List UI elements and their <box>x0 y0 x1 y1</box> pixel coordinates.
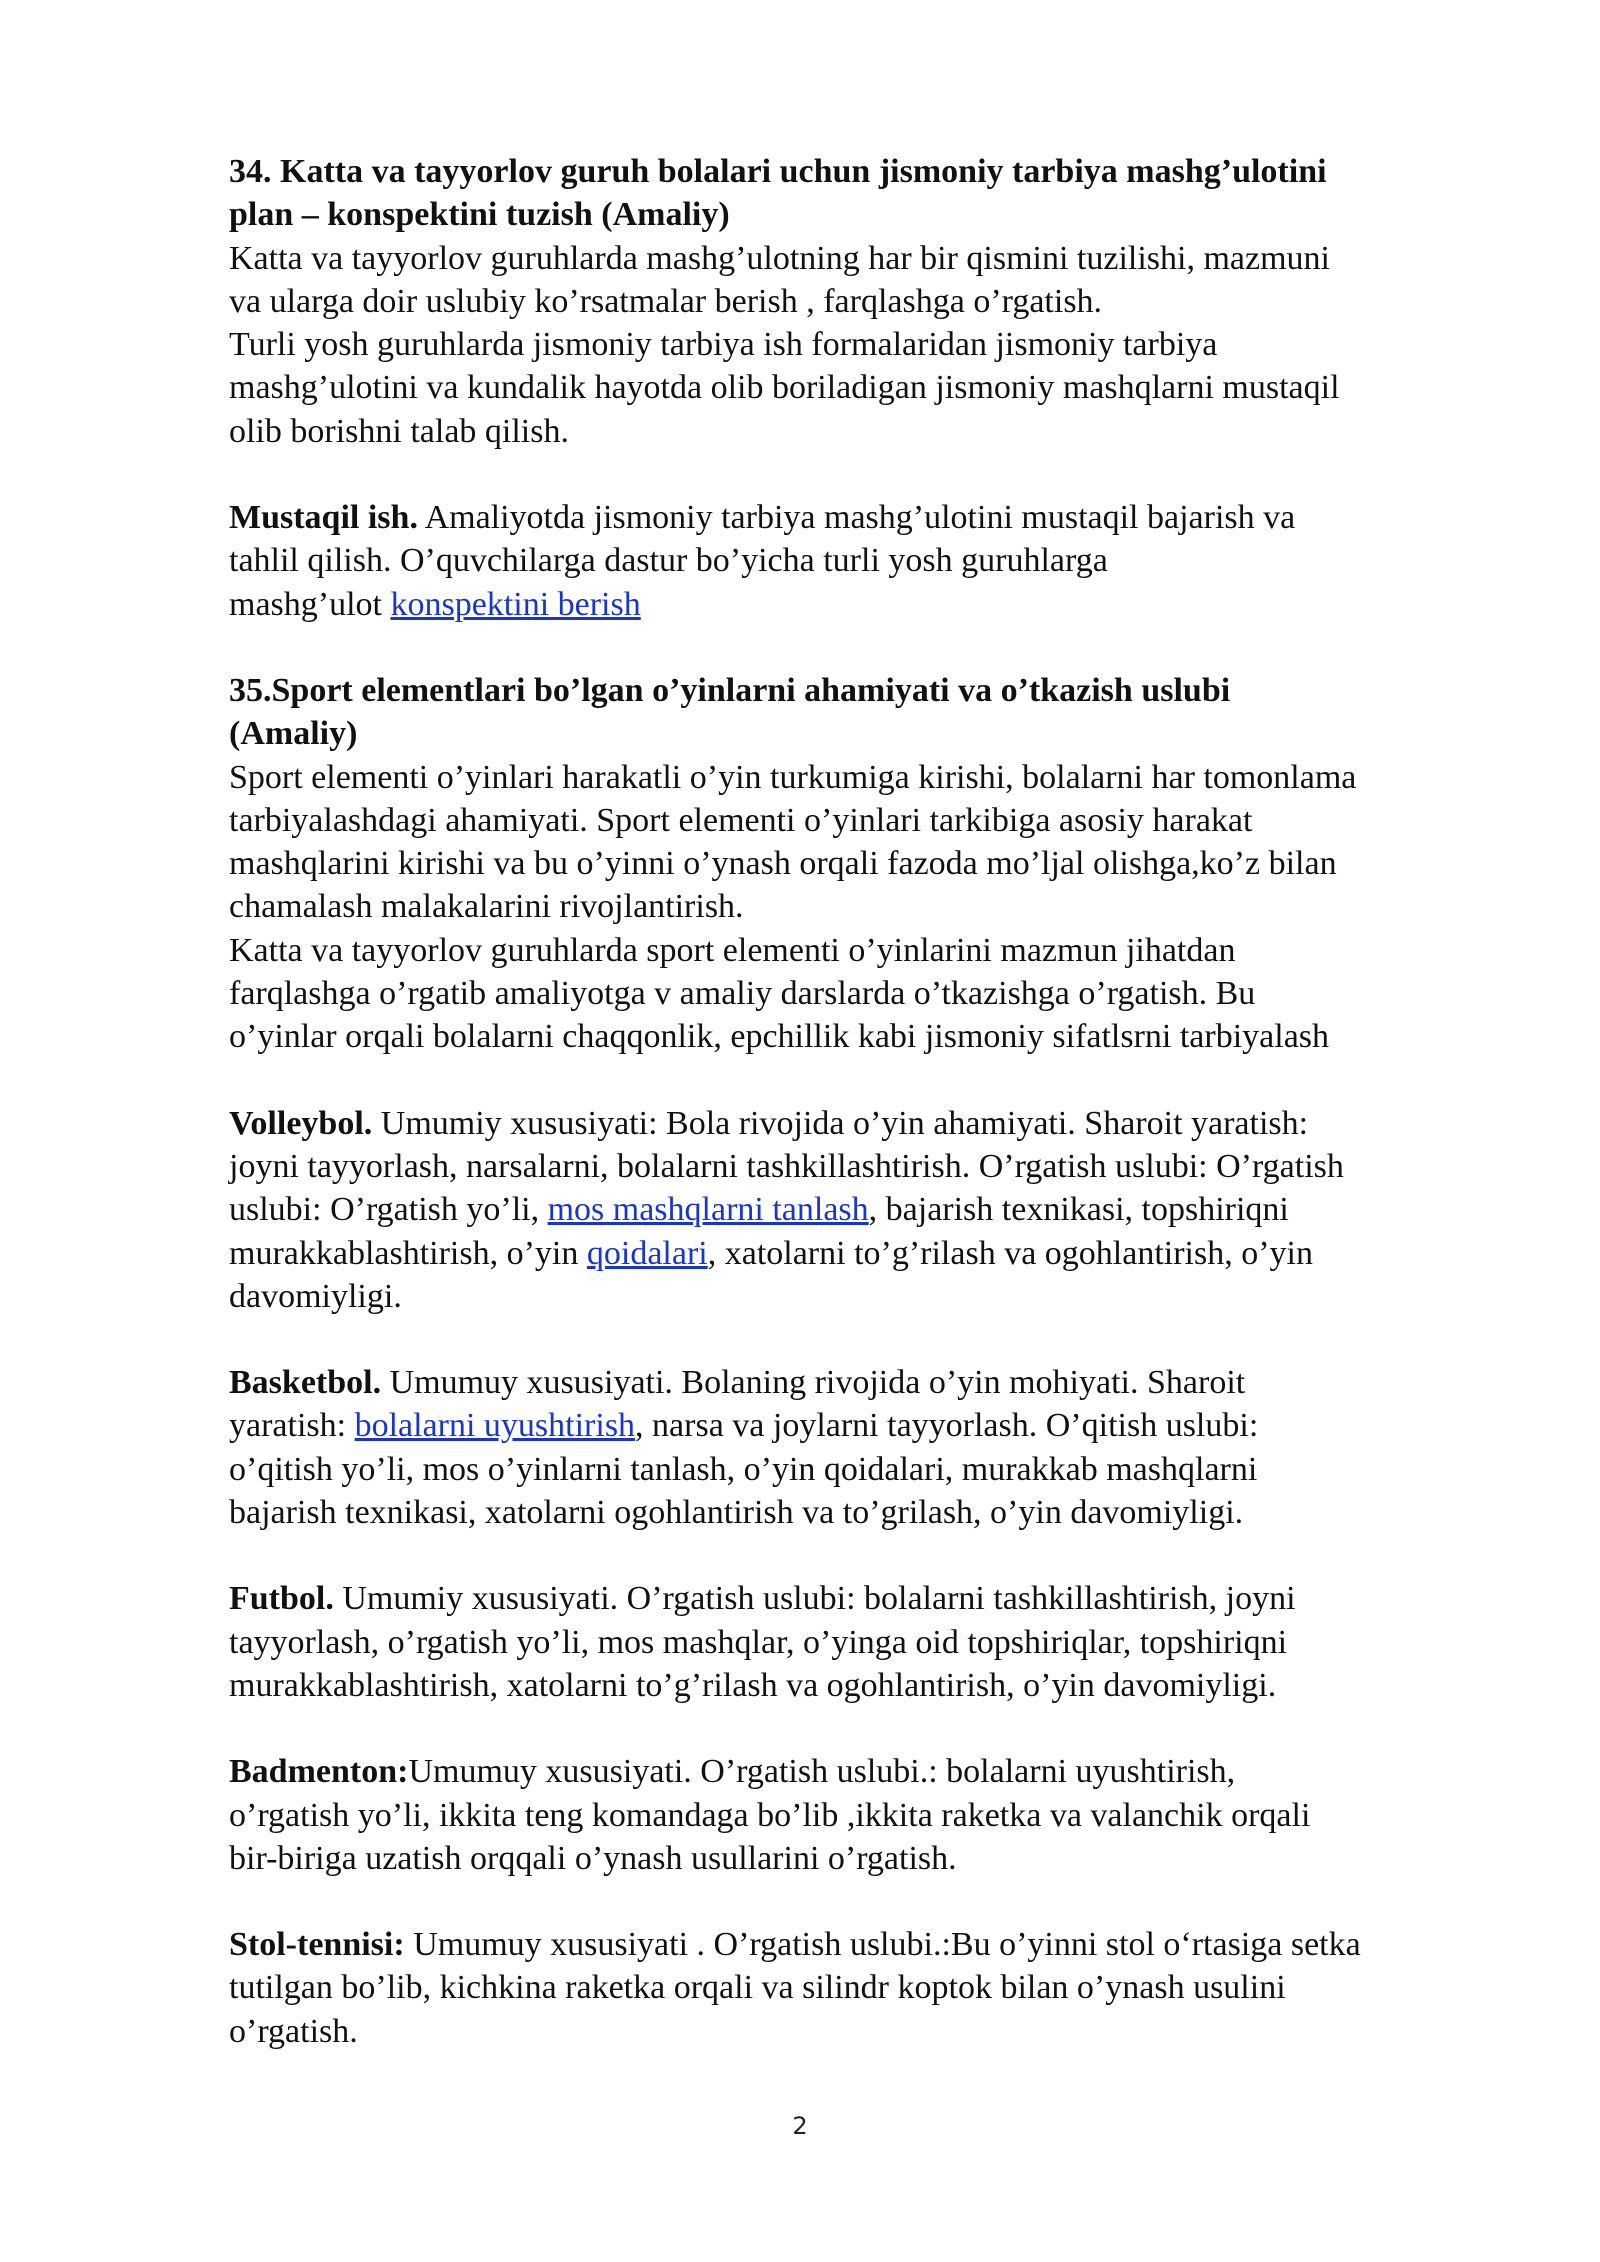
bolalarni-uyushtirish-link[interactable]: bolalarni uyushtirish <box>354 1407 636 1445</box>
basketbol-paragraph: Basketbol. Umumuy xususiyati. Bolaning rivojida o’yin mohiyati. Sharoit yaratish: bolalarni uyushtirish, narsa va joylarni tayyorlash. O’qitish uslubi: o’qitish yo’li, mos o’yinlarni tanlash, o’yin qoidalari, murakkab mashqlarni bajarish texnikasi, xatolarni ogohlantirish va to’grilash, o’yin davomiyligi. <box>229 1364 1259 1532</box>
section-35-heading: 35.Sport elementlari bo’lgan o’yinlarni ahamiyati va o’tkazish uslubi (Amaliy) <box>229 671 1231 753</box>
badmenton-paragraph: Badmenton:Umumuy xususiyati. O’rgatish uslubi.: bolalarni uyushtirish, o’rgatish yo’li, ikkita teng komandaga bo’lib ,ikkita raketka va valanchik orqali bir-biriga uzatish orqqali o’ynash usullarini o’rgatish. <box>229 1753 1311 1877</box>
mos-mashqlarni-tanlash-link[interactable]: mos mashqlarni tanlash <box>547 1191 869 1229</box>
badmenton-label: Badmenton: <box>229 1753 409 1791</box>
section-34-heading: 34. Katta va tayyorlov guruh bolalari uchun jismoniy tarbiya mashg’ulotini plan – konspektini tuzish (Amaliy) <box>229 153 1327 234</box>
futbol-paragraph: Futbol. Umumiy xususiyati. O’rgatish uslubi: bolalarni tashkillashtirish, joyni tayyorlash, o’rgatish yo’li, mos mashqlar, o’yinga oid topshiriqlar, topshiriqni murakkablashtirish, xatolarni to’g’rilash va ogohlantirish, o’yin davomiyligi. <box>229 1580 1296 1704</box>
document-page <box>229 150 1529 2053</box>
qoidalari-link[interactable]: qoidalari <box>586 1234 708 1272</box>
section-35-paragraph-1: Sport elementi o’yinlari harakatli o’yin turkumiga kirishi, bolalarni har tomonlama tarbiyalashdagi ahamiyati. Sport elementi o’yinlari tarkibiga asosiy harakat mashqlarini kirishi va bu o’yinni o’ynash orqali fazoda mo’ljal olishga,ko’z bilan chamalash malakalarini rivojlantirish. <box>229 758 1357 926</box>
mustaqil-ish-paragraph: Mustaqil ish. Amaliyotda jismoniy tarbiya mashg’ulotini mustaqil bajarish va tahlil qilish. O’quvchilarga dastur bo’yicha turli yosh guruhlarga mashg’ulot konspektini berish <box>229 499 1296 623</box>
page-number: 2 <box>792 2112 808 2140</box>
futbol-label: Futbol. <box>229 1580 334 1618</box>
section-34-paragraph-2: Turli yosh guruhlarda jismoniy tarbiya ish formalaridan jismoniy tarbiya mashg’ulotini va kundalik hayotda olib boriladigan jismoniy mashqlarni mustaqil olib borishni talab qilish. <box>229 326 1340 450</box>
stol-tennisi-label: Stol-tennisi: <box>229 1926 405 1964</box>
konspektini-berish-link[interactable]: konspektini berish <box>390 585 641 623</box>
section-35-paragraph-2: Katta va tayyorlov guruhlarda sport elementi o’yinlarini mazmun jihatdan farqlashga o’rgatib amaliyotga v amaliy darslarda o’tkazishga o’rgatish. Bu o’yinlar orqali bolalarni chaqqonlik, epchillik kabi jismoniy sifatlsrni tarbiyalash <box>229 931 1330 1056</box>
volleybol-label: Volleybol. <box>229 1104 373 1142</box>
volleybol-paragraph: Volleybol. Umumiy xususiyati: Bola rivojida o’yin ahamiyati. Sharoit yaratish: joyni tayyorlash, narsalarni, bolalarni tashkillashtirish. O’rgatish uslubi: O’rgatish uslubi: O’rgatish yo’li, mos mashqlarni tanlash, bajarish texnikasi, topshiriqni murakkablashtirish, o’yin qoidalari, xatolarni to’g’rilash va ogohlantirish, o’yin davomiyligi. <box>229 1104 1344 1315</box>
mustaqil-ish-label: Mustaqil ish. <box>229 499 418 537</box>
section-34-paragraph-1: Katta va tayyorlov guruhlarda mashg’ulotning har bir qismini tuzilishi, mazmuni va ularga doir uslubiy ko’rsatmalar berish , farqlashga o’rgatish. <box>229 239 1330 320</box>
basketbol-label: Basketbol. <box>229 1364 382 1402</box>
stol-tennisi-paragraph: Stol-tennisi: Umumuy xususiyati . O’rgatish uslubi.:Bu o’yinni stol oʻrtasiga setka tutilgan bo’lib, kichkina raketka orqali va silindr koptok bilan o’ynash usulini o’rgatish. <box>229 1926 1361 2050</box>
